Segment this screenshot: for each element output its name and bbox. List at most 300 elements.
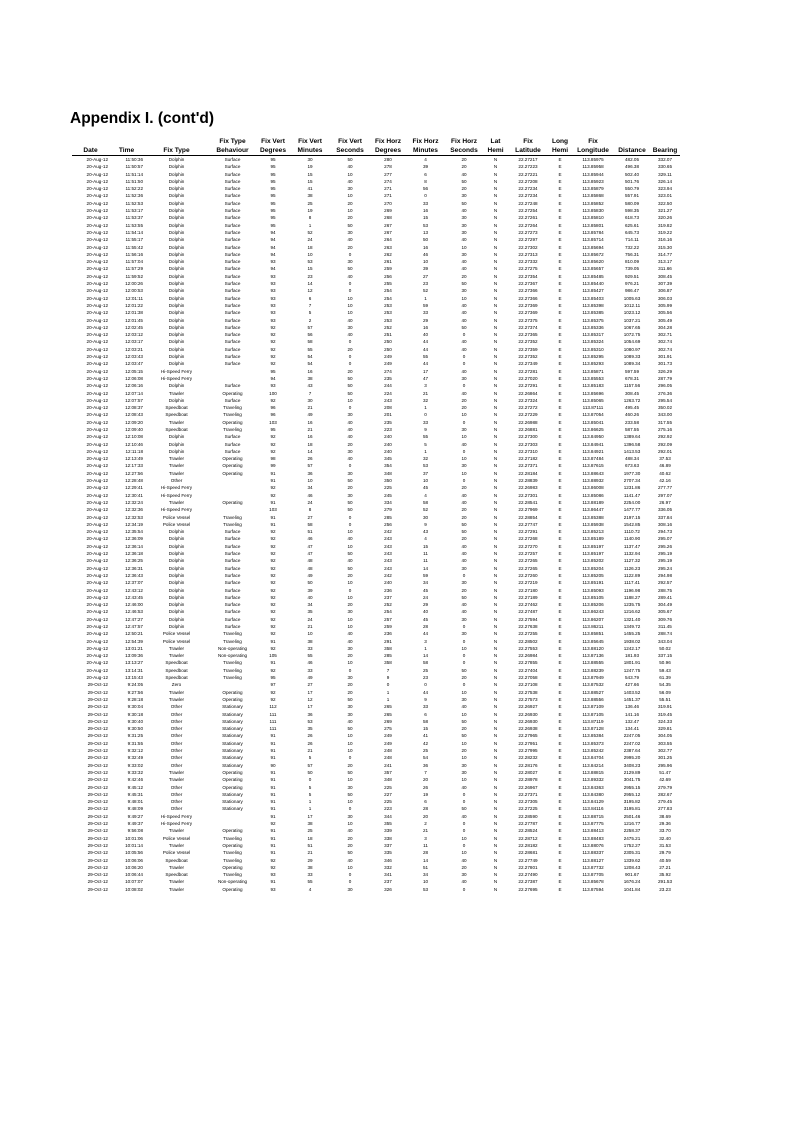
table-cell: E [558, 558, 562, 564]
table-cell: 20-Aug-12 [86, 251, 108, 257]
table-cell: 22.27234 [518, 193, 538, 199]
table-cell: Surface [224, 587, 241, 593]
table-cell: 40 [461, 857, 467, 863]
table-cell: 33 [422, 310, 429, 316]
table-cell: E [558, 718, 562, 724]
table-cell: 40 [422, 609, 429, 615]
table-cell: 94 [270, 244, 276, 250]
table-cell: 40 [347, 857, 353, 863]
table-cell: 30 [461, 872, 467, 878]
table-cell: Traveling [223, 631, 242, 637]
table-cell: 2387.64 [623, 748, 641, 754]
table-cell: 91 [270, 638, 276, 644]
table-cell: N [493, 171, 498, 177]
table-cell: 314.77 [657, 251, 673, 257]
table-cell: 50 [347, 551, 353, 557]
table-cell: 22.27352 [518, 354, 538, 360]
table-cell: 29-Oct-12 [87, 682, 108, 688]
table-cell: 33 [307, 872, 313, 878]
table-cell: Hi-Speed Ferry [160, 368, 193, 374]
table-cell: 9:31:55 [127, 740, 143, 746]
table-cell: 113.88815 [582, 769, 604, 775]
table-cell: 29-Oct-12 [87, 769, 108, 775]
table-cell: 3 [424, 383, 427, 389]
table-cell: 255 [384, 281, 392, 287]
table-cell: 113.85242 [582, 748, 604, 754]
table-cell: Dolphin [168, 193, 185, 199]
table-cell: 50 [347, 222, 353, 228]
table-cell: 100 [269, 390, 277, 396]
table-cell: 40 [461, 266, 467, 272]
table-row [72, 645, 680, 652]
table-cell: 141.16 [624, 711, 640, 717]
table-cell: 22.28541 [518, 499, 538, 505]
table-cell: 739.05 [624, 266, 640, 272]
table-cell: N [493, 638, 498, 644]
table-cell: 40 [461, 879, 467, 885]
table-cell: N [493, 769, 498, 775]
table-cell: 46 [307, 492, 313, 498]
table-row [72, 725, 680, 732]
table-cell: 1157.56 [623, 383, 641, 389]
table-cell: E [558, 478, 562, 484]
table-cell: N [493, 281, 498, 287]
table-cell: E [558, 543, 562, 549]
table-cell: Trawler [168, 886, 185, 892]
table-cell: 113.88120 [582, 645, 604, 651]
table-cell: E [558, 624, 562, 629]
table-cell: 17 [422, 368, 429, 374]
table-row [72, 375, 680, 382]
table-cell: E [558, 164, 562, 170]
table-cell: E [558, 777, 562, 783]
table-cell: 12:07:14 [125, 390, 143, 396]
table-cell: 44 [422, 346, 429, 352]
table-cell: 317.55 [657, 419, 673, 425]
table-cell: 495.45 [624, 405, 640, 411]
table-cell: N [493, 332, 498, 338]
table-cell: 20-Aug-12 [86, 295, 108, 301]
table-cell: 282.67 [657, 791, 673, 797]
table-cell: 43 [307, 383, 313, 389]
table-cell: 40 [461, 339, 467, 345]
table-cell: 0 [348, 521, 352, 527]
table-cell: 113.85868 [582, 193, 604, 199]
table-cell: 1349.72 [623, 624, 641, 629]
table-cell: 9:49:37 [127, 821, 143, 827]
table-cell: 92 [270, 558, 276, 564]
table-cell: 304.49 [657, 602, 673, 608]
table-cell: 10 [461, 835, 467, 841]
table-cell: E [558, 463, 562, 469]
table-cell: 243 [384, 565, 392, 571]
table-cell: 29-Oct-12 [87, 850, 108, 856]
table-cell: 20 [347, 602, 353, 608]
table-cell: 22.27349 [518, 361, 538, 367]
table-row [72, 791, 680, 798]
table-cell: 12:36:25 [125, 558, 143, 564]
table-cell: 22.27367 [518, 281, 538, 287]
table-cell: 41 [307, 186, 313, 192]
table-cell: 294.98 [657, 572, 673, 578]
table-cell: N [493, 302, 498, 308]
table-cell: E [558, 726, 562, 732]
table-cell: E [558, 339, 562, 345]
table-cell: 12:36:43 [125, 572, 143, 578]
table-cell [209, 492, 256, 499]
table-cell: 95 [270, 426, 276, 432]
table-row [72, 506, 680, 513]
table-cell: 14 [422, 565, 429, 571]
table-cell: 12:32:36 [125, 507, 143, 513]
table-cell: N [493, 835, 498, 841]
table-cell: 1263.72 [623, 397, 641, 403]
table-cell: 22.27219 [518, 580, 538, 586]
table-cell: Surface [224, 339, 241, 345]
table-cell: E [558, 324, 562, 330]
table-cell: Stationary [222, 762, 243, 768]
table-row [72, 579, 680, 586]
table-cell: 25 [307, 828, 313, 834]
table-cell: 11 [423, 558, 428, 564]
table-cell: 50 [422, 237, 429, 243]
table-cell: 21 [422, 390, 429, 396]
table-cell: 29-Oct-12 [87, 842, 108, 848]
table-cell: 30 [461, 616, 467, 622]
table-cell: 44 [422, 631, 429, 637]
table-cell: 22.27594 [518, 616, 538, 622]
table-cell: 50 [347, 157, 353, 162]
table-cell: 22.27248 [518, 200, 538, 206]
table-cell: Surface [224, 383, 241, 389]
table-cell: N [493, 850, 498, 856]
table-cell: Dolphin [168, 594, 185, 600]
table-row [72, 623, 680, 630]
table-cell: 225 [384, 784, 392, 790]
table-cell: 0 [462, 653, 466, 659]
table-cell: 0 [424, 682, 427, 688]
table-cell: Dolphin [168, 164, 185, 170]
table-cell: 223 [384, 806, 392, 812]
table-cell: 30 [347, 229, 353, 235]
table-cell: 92 [270, 594, 276, 600]
table-cell: 113.84941 [582, 441, 604, 447]
table-cell: 257 [384, 616, 392, 622]
table-cell: 10 [461, 412, 467, 418]
table-cell: 0 [462, 638, 466, 644]
table-cell: 55 [422, 434, 429, 440]
table-cell: 136.46 [624, 704, 640, 710]
table-row [72, 776, 680, 783]
table-cell: 11:51:14 [125, 171, 143, 177]
table-cell: 113.87128 [582, 726, 604, 732]
table-cell: E [558, 689, 562, 695]
table-cell: 94 [270, 237, 276, 243]
table-cell: 10 [461, 470, 467, 476]
table-cell: 30 [422, 514, 429, 520]
table-cell: 29-Oct-12 [87, 711, 108, 717]
table-cell: N [493, 259, 498, 265]
table-cell: 11:55:42 [125, 244, 143, 250]
table-cell: 113.88527 [582, 689, 604, 695]
table-cell: 254 [384, 288, 392, 294]
table-row [72, 849, 680, 856]
table-cell: 113.88715 [582, 813, 604, 819]
table-cell: 92 [270, 602, 276, 608]
table-cell: 3041.75 [623, 777, 641, 783]
table-cell: 91 [270, 879, 276, 885]
table-cell: 23 [422, 675, 429, 681]
table-cell: 181.93 [624, 653, 640, 659]
table-cell: 20-Aug-12 [86, 324, 108, 330]
table-cell: 30 [461, 222, 467, 228]
table-cell: Dolphin [168, 558, 185, 564]
table-cell: 243 [384, 397, 392, 403]
table-cell: 12:06:16 [125, 383, 143, 389]
table-cell: 12:28:48 [125, 478, 143, 484]
table-cell: N [493, 478, 498, 484]
table-cell: 319.82 [657, 222, 673, 228]
table-cell: 92 [270, 667, 276, 673]
table-cell: 330.65 [657, 164, 673, 170]
table-cell: N [493, 229, 498, 235]
table-cell: 40 [347, 273, 353, 279]
table-cell: 1 [308, 806, 312, 812]
table-cell: 321.27 [657, 208, 673, 214]
table-cell: 36 [422, 762, 429, 768]
table-cell: 22.26881 [518, 426, 538, 432]
table-cell: Operating [222, 689, 243, 695]
table-cell: N [493, 551, 498, 557]
table-cell: 15 [307, 266, 313, 272]
table-cell: N [493, 645, 498, 651]
table-cell: Police Vessel [162, 835, 191, 841]
column-header: Bearing [650, 136, 680, 156]
table-cell: 98 [270, 456, 276, 462]
table-cell: 50 [347, 499, 353, 505]
table-cell: 5 [308, 755, 312, 761]
table-cell: Surface [224, 602, 241, 608]
table-cell: Surface [224, 580, 241, 586]
table-cell: 10:07:07 [125, 879, 143, 885]
table-cell: 49 [307, 412, 313, 418]
table-cell: 254 [384, 295, 392, 301]
table-cell: 0 [424, 193, 427, 199]
table-cell: 326.29 [657, 368, 673, 374]
table-cell: 22.27749 [518, 857, 538, 863]
table-cell: 1339.62 [623, 857, 641, 863]
table-cell: 12:46:00 [125, 602, 143, 608]
table-row [72, 441, 680, 448]
table-cell: Surface [224, 543, 241, 549]
table-cell: E [558, 288, 562, 294]
table-cell: 20 [347, 682, 353, 688]
table-cell: 1403.52 [623, 689, 641, 695]
table-cell: 11:55:17 [125, 237, 143, 243]
table-cell: 280 [384, 157, 392, 162]
table-cell: 291.53 [657, 879, 673, 885]
table-cell: Surface [224, 441, 241, 447]
table-cell: 338 [384, 835, 392, 841]
table-cell: 7 [386, 667, 390, 673]
table-cell: 50 [461, 667, 467, 673]
table-cell: 53 [307, 259, 313, 265]
table-cell: 91 [270, 813, 276, 819]
table-cell: E [558, 405, 562, 411]
table-row [72, 397, 680, 404]
table-cell: 20 [461, 864, 467, 870]
table-cell: Dolphin [168, 543, 185, 549]
table-cell: N [493, 405, 498, 411]
table-cell: 94 [270, 251, 276, 257]
table-cell: 329.11 [658, 171, 672, 177]
table-cell: 113.84116 [582, 806, 604, 812]
table-cell: 29-Oct-12 [87, 872, 108, 878]
table-cell: 20-Aug-12 [86, 587, 108, 593]
table-cell: E [558, 514, 562, 520]
table-cell: 113.84380 [582, 791, 604, 797]
table-cell: 0 [462, 624, 466, 629]
table-cell: 44 [422, 361, 429, 367]
table-cell: 31.53 [659, 842, 671, 848]
table-cell: 33 [422, 704, 429, 710]
table-cell: 256 [384, 273, 392, 279]
table-cell: 29-Oct-12 [87, 828, 108, 834]
table-cell: 732.22 [624, 244, 640, 250]
table-cell: 20-Aug-12 [86, 426, 108, 432]
table-cell: 20-Aug-12 [86, 222, 108, 228]
table-cell: 12:08:43 [125, 412, 143, 418]
table-cell: 48 [307, 558, 313, 564]
table-row [72, 258, 680, 265]
table-cell: N [493, 799, 498, 805]
table-cell: 343.00 [657, 412, 673, 418]
table-cell: 92 [270, 565, 276, 571]
table-cell: Surface [224, 157, 241, 162]
table-cell: 263 [384, 244, 392, 250]
table-cell: 22.27273 [518, 229, 538, 235]
table-cell: 12:03:12 [125, 332, 143, 338]
table-cell: 56.09 [659, 689, 671, 695]
table-cell: 10 [461, 244, 467, 250]
table-cell: 22.27787 [518, 821, 538, 827]
table-cell: 22.27638 [518, 624, 538, 629]
table-cell: 21 [307, 850, 313, 856]
table-cell: 336.05 [657, 507, 673, 513]
table-cell: 40 [347, 178, 353, 184]
table-cell: 29-Oct-12 [87, 696, 108, 702]
table-cell: 113.85206 [582, 602, 604, 608]
table-cell: 10 [347, 543, 353, 549]
table-cell: 12:06:08 [125, 375, 143, 381]
table-cell: 10:05:56 [125, 850, 143, 856]
appendix-table [72, 136, 680, 893]
table-cell: Stationary [222, 704, 243, 710]
table-cell: 243 [384, 558, 392, 564]
table-cell: 20 [347, 346, 353, 352]
table-cell: 618.73 [624, 215, 640, 221]
table-cell: 0 [462, 361, 466, 367]
table-cell: 48 [307, 565, 313, 571]
table-cell: Dolphin [168, 288, 185, 294]
table-cell: N [493, 456, 498, 462]
table-cell: 1 [424, 645, 427, 651]
table-cell: 113.85197 [582, 543, 604, 549]
table-cell: E [558, 317, 562, 323]
table-cell: 237 [384, 879, 392, 885]
table-cell: 233.58 [624, 419, 640, 425]
table-cell: 9:32:49 [127, 755, 143, 761]
table-cell: 0 [348, 806, 352, 812]
table-cell: Dolphin [168, 157, 185, 162]
table-cell: 113.87775 [582, 821, 604, 827]
table-cell: 30 [347, 324, 353, 330]
table-cell: 20 [347, 653, 353, 659]
table-cell: 249 [384, 733, 392, 739]
table-cell: 337 [384, 842, 392, 848]
table-cell: E [558, 565, 562, 571]
table-cell: 10 [347, 748, 353, 754]
table-cell: Dolphin [168, 215, 185, 221]
table-cell: 22.27969 [518, 507, 538, 513]
table-cell: 113.85310 [582, 346, 604, 352]
table-cell: 22.27264 [518, 222, 538, 228]
table-cell: 50 [461, 806, 467, 812]
table-row [72, 390, 680, 397]
table-cell: Trawler [168, 777, 185, 783]
table-cell: Dolphin [168, 186, 185, 192]
table-cell: E [558, 704, 562, 710]
table-cell: 308.16 [657, 521, 673, 527]
table-cell: 55 [422, 354, 429, 360]
table-cell: N [493, 536, 498, 542]
table-cell: 326 [384, 886, 392, 892]
table-row [72, 521, 680, 528]
table-cell: N [493, 572, 498, 578]
table-row [72, 426, 680, 433]
table-cell: 20-Aug-12 [86, 259, 108, 265]
table-cell: 22.27490 [518, 872, 538, 878]
table-row [72, 156, 680, 164]
column-header: Fix Horz Seconds [445, 136, 483, 156]
table-row [72, 696, 680, 703]
table-cell: E [558, 259, 562, 265]
table-cell: 53 [422, 463, 429, 469]
table-cell: N [493, 193, 498, 199]
table-cell: 58 [422, 499, 429, 505]
table-cell: Traveling [223, 857, 242, 863]
table-cell: 22.27234 [518, 186, 538, 192]
table-cell: 292.92 [657, 434, 673, 440]
table-cell: 29-Oct-12 [87, 791, 108, 797]
table-row [72, 404, 680, 411]
table-cell: 40 [461, 441, 467, 447]
table-cell: N [493, 186, 498, 192]
table-cell: Surface [224, 324, 241, 330]
table-cell: Speedboat [165, 412, 188, 418]
table-cell: 50 [347, 696, 353, 702]
table-row [72, 287, 680, 294]
table-cell: N [493, 164, 498, 170]
table-cell: 12:29:41 [125, 485, 143, 491]
table-cell: 29.36 [659, 821, 671, 827]
table-cell: 29-Oct-12 [87, 777, 108, 783]
table-cell: Speedboat [165, 667, 188, 673]
table-cell: 20-Aug-12 [86, 229, 108, 235]
table-cell: 1137.47 [623, 543, 641, 549]
table-cell: 57 [307, 324, 313, 330]
table-cell: 91 [270, 842, 276, 848]
